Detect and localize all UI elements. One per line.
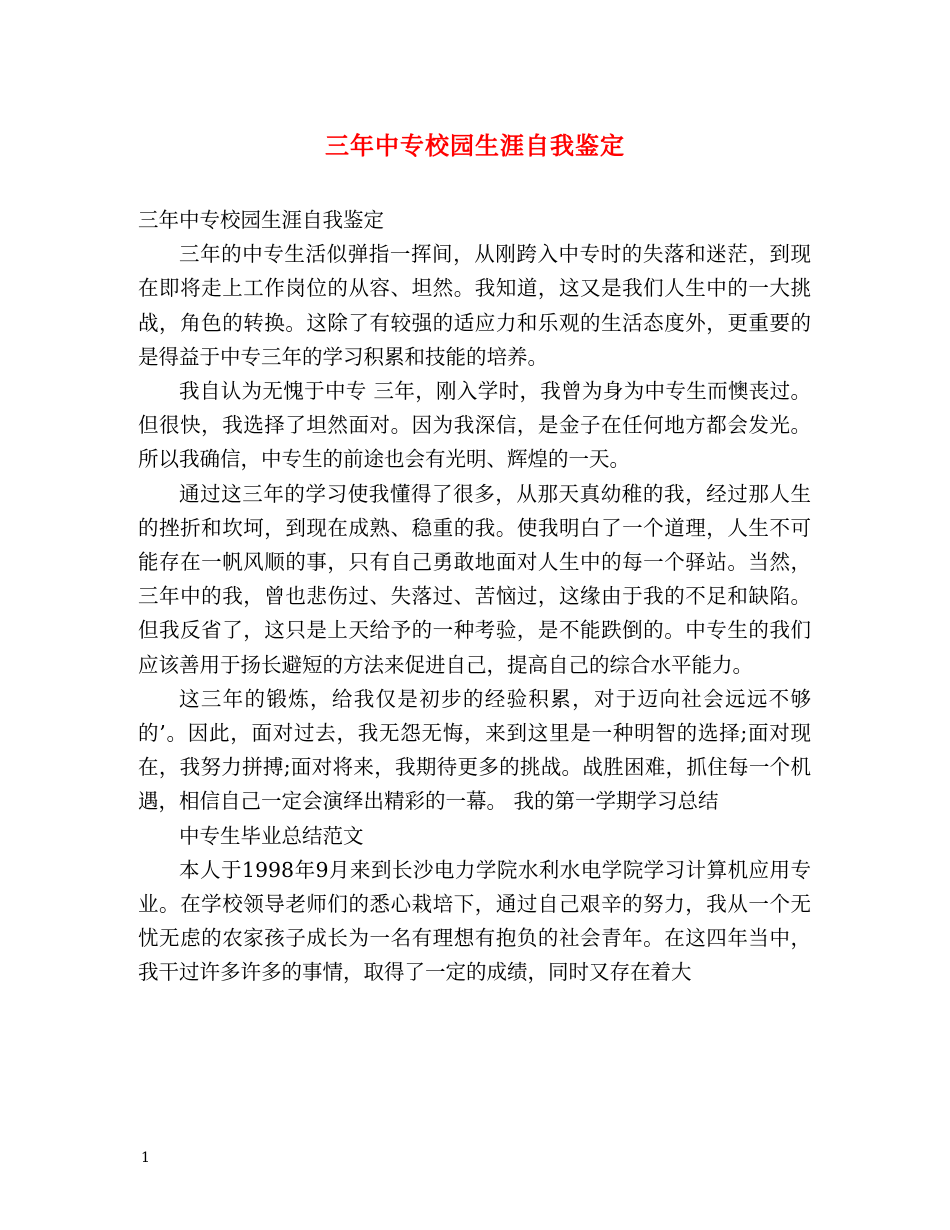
page-number: 1 (141, 1150, 150, 1166)
section-heading: 中专生毕业总结范文 (179, 823, 364, 848)
document-title: 三年中专校园生涯自我鉴定 (325, 131, 625, 160)
paragraph: 这三年的锻炼，给我仅是初步的经验积累，对于迈向社会远远不够的’。因此，面对过去，我无怨无悔，来到这里是一种明智的选择;面对现在，我努力拼搏;面对将来，我期待更多的挑战。战胜困难，抓住每一个机遇，相信自己一定会演绎出精彩的一幕。 我的第一学期学习总结 (138, 686, 811, 814)
paragraph: 我自认为无愧于中专 三年，刚入学时，我曾为身为中专生而懊丧过。但很快，我选择了坦然面对。因为我深信，是金子在任何地方都会发光。所以我确信，中专生的前途也会有光明、辉煌的一天。 (138, 379, 811, 472)
paragraph: 通过这三年的学习使我懂得了很多，从那天真幼稚的我，经过那人生的挫折和坎坷，到现在成熟、稳重的我。使我明白了一个道理，人生不可能存在一帆风顺的事，只有自己勇敢地面对人生中的每一个驿站。当然，三年中的我，曾也悲伤过、失落过、苦恼过，这缘由于我的不足和缺陷。但我反省了，这只是上天给予的一种考验，是不能跌倒的。中专生的我们应该善用于扬长避短的方法来促进自己，提高自己的综合水平能力。 (138, 481, 811, 677)
paragraph: 三年的中专生活似弹指一挥间，从刚跨入中专时的失落和迷茫，到现在即将走上工作岗位的从容、坦然。我知道，这又是我们人生中的一大挑战，角色的转换。这除了有较强的适应力和乐观的生活态度外，更重要的是得益于中专三年的学习积累和技能的培养。 (138, 242, 811, 369)
document-body (138, 203, 811, 990)
paragraph: 本人于1998年9月来到长沙电力学院水利水电学院学习计算机应用专业。在学校领导老师们的悉心栽培下，通过自己艰辛的努力，我从一个无忧无虑的农家孩子成长为一名有理想有抱负的社会青年。在这四年当中，我干过许多许多的事情，取得了一定的成绩，同时又存在着大 (138, 857, 811, 985)
document-subtitle: 三年中专校园生涯自我鉴定 (138, 208, 384, 232)
